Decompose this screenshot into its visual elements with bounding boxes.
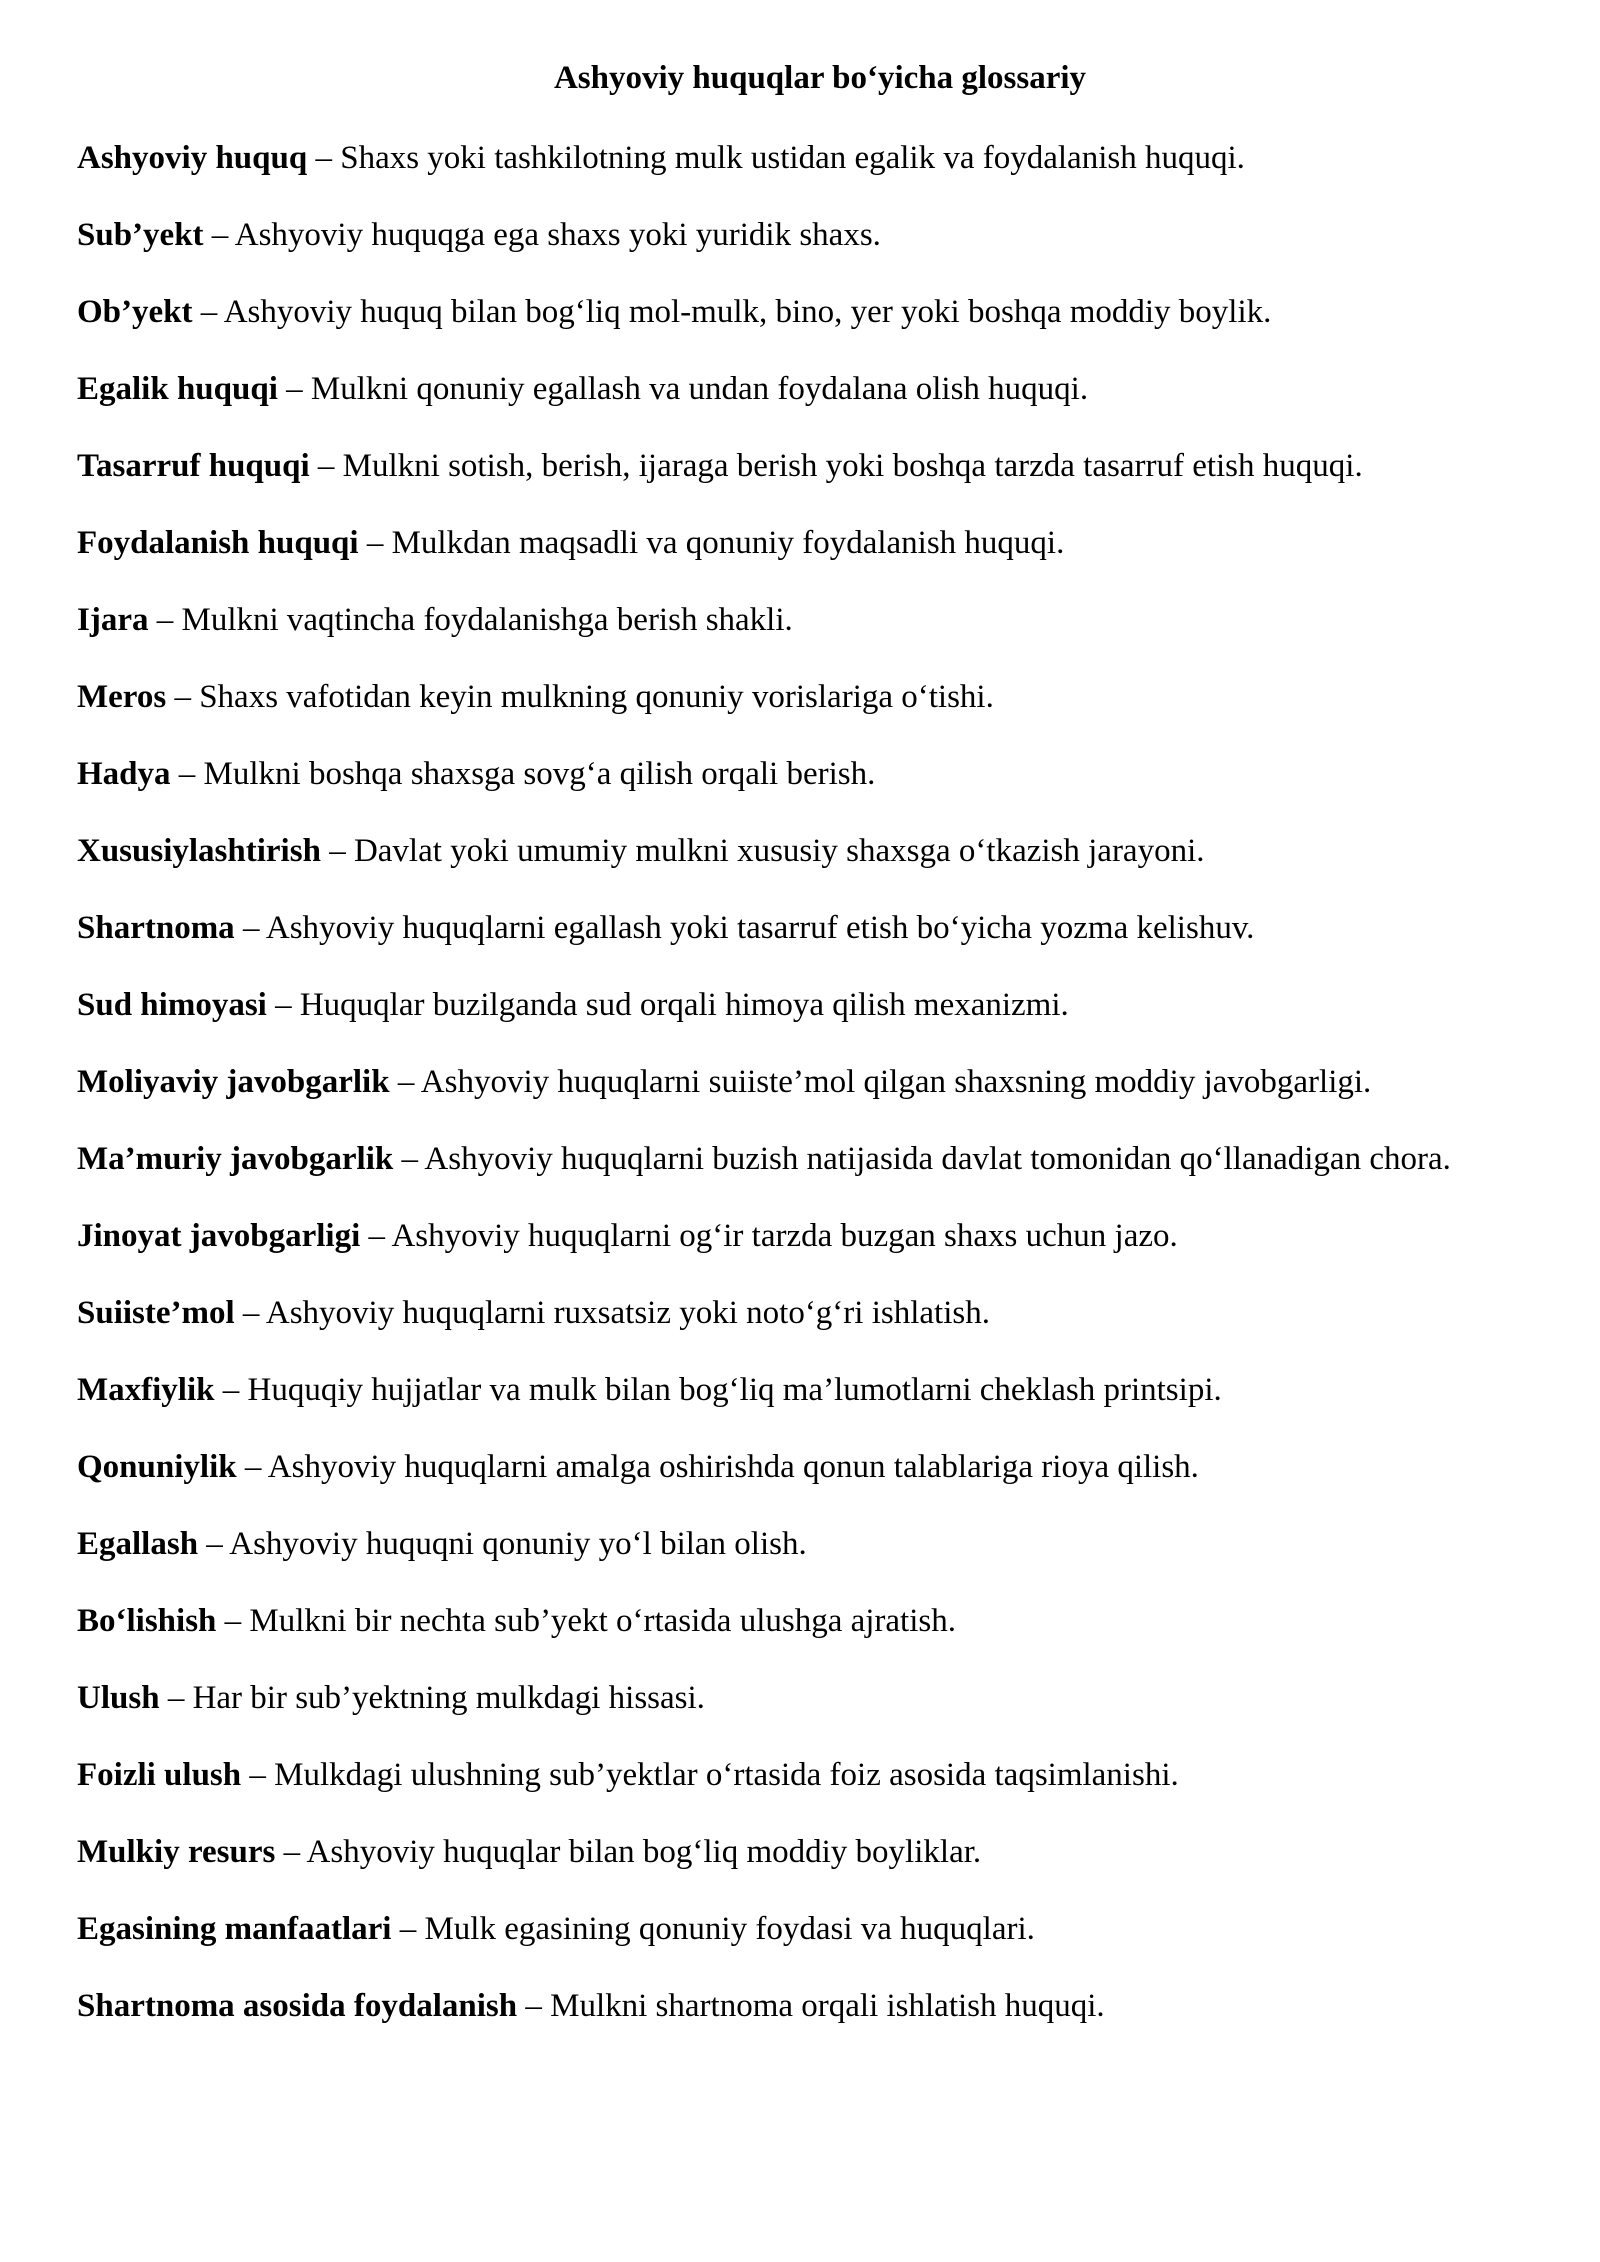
glossary-entry <box>77 1366 1577 1414</box>
glossary-definition: Huquqlar buzilganda sud orqali himoya qilish mexanizmi. <box>299 987 1069 1023</box>
glossary-entry <box>77 1905 1577 1953</box>
term-separator: – <box>275 1834 307 1870</box>
glossary-definition: Ashyoviy huquqlarni egallash yoki tasarruf etish bo‘yicha yozma kelishuv. <box>265 910 1255 946</box>
glossary-definition: Mulkni bir nechta sub’yekt o‘rtasida ulushga ajratish. <box>249 1603 956 1639</box>
glossary-entry <box>77 750 1577 798</box>
glossary-entry <box>77 1597 1577 1645</box>
glossary-term: Sud himoyasi <box>77 987 267 1023</box>
glossary-entry <box>77 1982 1577 2030</box>
glossary-entry <box>77 442 1577 490</box>
glossary-term: Ma’muriy javobgarlik <box>77 1141 394 1177</box>
glossary-term: Maxfiylik <box>77 1372 215 1408</box>
term-separator: – <box>320 833 354 869</box>
term-separator: – <box>309 448 343 484</box>
glossary-entry <box>77 211 1577 259</box>
term-separator: – <box>358 525 392 561</box>
glossary-definition: Mulkni boshqa shaxsga sovg‘a qilish orqali berish. <box>203 756 876 792</box>
term-separator: – <box>159 1680 193 1716</box>
glossary-term: Foydalanish huquqi <box>77 525 359 561</box>
term-separator: – <box>198 1526 230 1562</box>
glossary-term: Ijara <box>77 602 149 638</box>
glossary-definition: Mulkni qonuniy egallash va undan foydalana olish huquqi. <box>310 371 1089 407</box>
glossary-entry <box>77 596 1577 644</box>
glossary-entry <box>77 673 1577 721</box>
glossary-entry <box>77 827 1577 875</box>
glossary-definition: Mulkdan maqsadli va qonuniy foydalanish huquqi. <box>391 525 1065 561</box>
glossary-entry <box>77 1751 1577 1799</box>
glossary-definition: Ashyoviy huquqlarni buzish natijasida davlat tomonidan qo‘llanadigan chora. <box>424 1141 1451 1177</box>
term-separator: – <box>148 602 182 638</box>
glossary-entry <box>77 1443 1577 1491</box>
glossary-entry <box>77 1289 1577 1337</box>
glossary-definition: Shaxs vafotidan keyin mulkning qonuniy vorislariga o‘tishi. <box>199 679 994 715</box>
glossary-term: Jinoyat javobgarligi <box>77 1218 361 1254</box>
glossary-term: Egalik huquqi <box>77 371 278 407</box>
glossary-entry <box>77 1674 1577 1722</box>
term-separator: – <box>203 217 235 253</box>
glossary-term: Mulkiy resurs <box>77 1834 276 1870</box>
glossary-definition: Ashyoviy huquqlarni amalga oshirishda qonun talablariga rioya qilish. <box>267 1449 1199 1485</box>
glossary-definition: Mulkni shartnoma orqali ishlatish huquqi. <box>550 1988 1105 2024</box>
glossary-definition: Ashyoviy huquqlarni ruxsatsiz yoki noto‘g‘ri ishlatish. <box>265 1295 990 1331</box>
glossary-term: Hadya <box>77 756 171 792</box>
glossary-entry <box>77 981 1577 1029</box>
glossary-entry <box>77 1520 1577 1568</box>
glossary-term: Qonuniylik <box>77 1449 237 1485</box>
glossary-definition: Mulkni vaqtincha foydalanishga berish shakli. <box>181 602 793 638</box>
term-separator: – <box>216 1603 250 1639</box>
term-separator: – <box>241 1757 275 1793</box>
glossary-definition: Huquqiy hujjatlar va mulk bilan bog‘liq ma’lumotlarni cheklash printsipi. <box>247 1372 1222 1408</box>
glossary-definition: Ashyoviy huquqlarni og‘ir tarzda buzgan shaxs uchun jazo. <box>391 1218 1178 1254</box>
glossary-entry <box>77 134 1577 182</box>
glossary-term: Tasarruf huquqi <box>77 448 310 484</box>
glossary-definition: Ashyoviy huquqga ega shaxs yoki yuridik shaxs. <box>234 217 881 253</box>
term-separator: – <box>234 910 266 946</box>
glossary-entry <box>77 365 1577 413</box>
glossary-definition: Ashyoviy huquq bilan bog‘liq mol-mulk, bino, yer yoki boshqa moddiy boylik. <box>223 294 1272 330</box>
term-separator: – <box>236 1449 268 1485</box>
glossary-term: Xususiylashtirish <box>77 833 321 869</box>
glossary-definition: Mulkdagi ulushning sub’yektlar o‘rtasida foiz asosida taqsimlanishi. <box>274 1757 1179 1793</box>
term-separator: – <box>266 987 300 1023</box>
glossary-term: Foizli ulush <box>77 1757 242 1793</box>
glossary-term: Ulush <box>77 1680 160 1716</box>
term-separator: – <box>389 1064 421 1100</box>
document-title: Ashyoviy huquqlar bo‘yicha glossariy <box>553 60 1087 96</box>
glossary-definition: Davlat yoki umumiy mulkni xususiy shaxsga o‘tkazish jarayoni. <box>353 833 1205 869</box>
glossary-term: Meros <box>77 679 167 715</box>
term-separator: – <box>214 1372 248 1408</box>
glossary-term: Suiiste’mol <box>77 1295 235 1331</box>
glossary-definition: Ashyoviy huquqni qonuniy yo‘l bilan olish. <box>229 1526 807 1562</box>
glossary-entry <box>77 1135 1577 1183</box>
term-separator: – <box>517 1988 551 2024</box>
glossary-definition: Har bir sub’yektning mulkdagi hissasi. <box>192 1680 705 1716</box>
glossary-list <box>77 134 1577 2059</box>
term-separator: – <box>166 679 200 715</box>
glossary-term: Egasining manfaatlari <box>77 1911 392 1947</box>
term-separator: – <box>307 140 341 176</box>
glossary-term: Egallash <box>77 1526 199 1562</box>
glossary-entry <box>77 904 1577 952</box>
glossary-entry <box>77 519 1577 567</box>
term-separator: – <box>277 371 311 407</box>
glossary-term: Ob’yekt <box>77 294 193 330</box>
glossary-entry <box>77 1828 1577 1876</box>
glossary-term: Shartnoma <box>77 910 235 946</box>
glossary-entry <box>77 1212 1577 1260</box>
glossary-definition: Shaxs yoki tashkilotning mulk ustidan egalik va foydalanish huquqi. <box>340 140 1245 176</box>
glossary-term: Moliyaviy javobgarlik <box>77 1064 390 1100</box>
term-separator: – <box>391 1911 425 1947</box>
glossary-definition: Mulkni sotish, berish, ijaraga berish yoki boshqa tarzda tasarruf etish huquqi. <box>342 448 1363 484</box>
term-separator: – <box>192 294 224 330</box>
glossary-term: Ashyoviy huquq <box>77 140 308 176</box>
glossary-entry <box>77 1058 1577 1106</box>
term-separator: – <box>234 1295 266 1331</box>
glossary-term: Bo‘lishish <box>77 1603 217 1639</box>
term-separator: – <box>393 1141 425 1177</box>
glossary-definition: Ashyoviy huquqlarni suiiste’mol qilgan shaxsning moddiy javobgarligi. <box>420 1064 1372 1100</box>
term-separator: – <box>360 1218 392 1254</box>
term-separator: – <box>170 756 204 792</box>
glossary-term: Shartnoma asosida foydalanish <box>77 1988 518 2024</box>
glossary-definition: Mulk egasining qonuniy foydasi va huquqlari. <box>424 1911 1035 1947</box>
glossary-definition: Ashyoviy huquqlar bilan bog‘liq moddiy boyliklar. <box>306 1834 982 1870</box>
glossary-entry <box>77 288 1577 336</box>
glossary-term: Sub’yekt <box>77 217 204 253</box>
